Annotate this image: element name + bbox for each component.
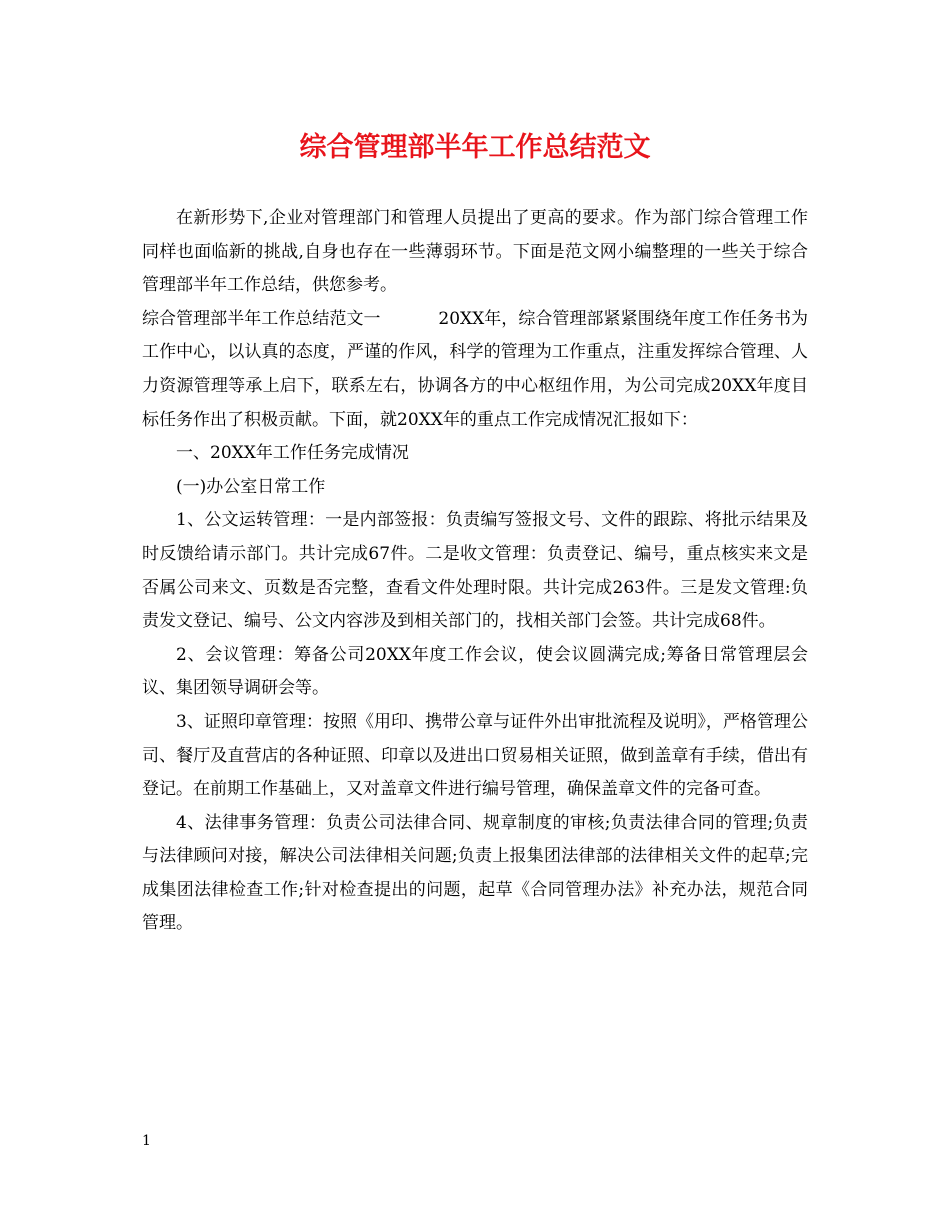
section-lead: 20XX年，综合管理部紧紧围绕年度工作任务书为工作中心，以认真的态度，严谨的作风，科学的管理为工作重点，注重发挥综合管理、人力资源管理等承上启下，联系左右，协调各方的中心枢纽作用，为公司完成20XX年度目标任务作出了积极贡献。下面，就20XX年的重点工作完成情况汇报如下： (142, 308, 808, 430)
section-paragraph (142, 303, 808, 437)
intro-paragraph: 在新形势下,企业对管理部门和管理人员提出了更高的要求。作为部门综合管理工作同样也面临新的挑战,自身也存在一些薄弱环节。下面是范文网小编整理的一些关于综合管理部半年工作总结，供您参考。 (142, 208, 808, 296)
item-seal-management: 3、证照印章管理：按照《用印、携带公章与证件外出审批流程及说明》，严格管理公司、餐厅及直营店的各种证照、印章以及进出口贸易相关证照，做到盖章有手续，借出有登记。在前期工作基础上，又对盖章文件进行编号管理，确保盖章文件的完备可查。 (142, 711, 808, 800)
page-number: 1 (142, 1133, 151, 1149)
document-title: 综合管理部半年工作总结范文 (299, 132, 651, 163)
document-body (142, 202, 808, 941)
item-meeting-management: 2、会议管理：筹备公司20XX年度工作会议，使会议圆满完成;筹备日常管理层会议、集团领导调研会等。 (142, 644, 808, 699)
item-document-management: 1、公文运转管理：一是内部签报：负责编写签报文号、文件的跟踪、将批示结果及时反馈给请示部门。共计完成67件。二是收文管理：负责登记、编号，重点核实来文是否属公司来文、页数是否完整，查看文件处理时限。共计完成263件。三是发文管理:负责发文登记、编号、公文内容涉及到相关部门的，找相关部门会签。共计完成68件。 (142, 510, 808, 632)
item-legal-affairs: 4、法律事务管理：负责公司法律合同、规章制度的审核;负责法律合同的管理;负责与法律顾问对接，解决公司法律相关问题;负责上报集团法律部的法律相关文件的起草;完成集团法律检查工作;针对检查提出的问题，起草《合同管理办法》补充办法，规范合同管理。 (142, 812, 808, 934)
section-label: 综合管理部半年工作总结范文一 (142, 308, 381, 329)
heading-office-work: (一)办公室日常工作 (176, 476, 326, 497)
heading-task-completion: 一、20XX年工作任务完成情况 (176, 443, 409, 464)
